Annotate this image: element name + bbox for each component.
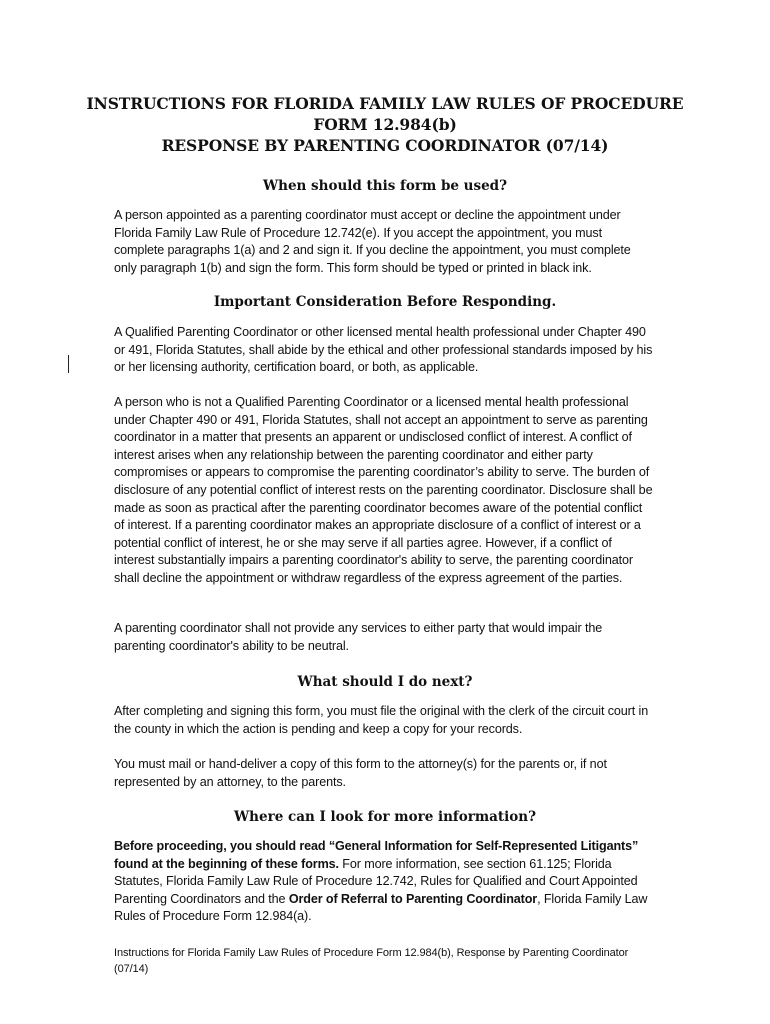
heading-more-info: Where can I look for more information?	[234, 809, 536, 825]
title-line-1: INSTRUCTIONS FOR FLORIDA FAMILY LAW RULES OF PROCEDURE	[86, 94, 684, 113]
paragraph-important-2: A person who is not a Qualified Parenting Coordinator or a licensed mental health professional under Chapter 490 or 491, Florida Statutes, shall not accept an appointment to serve as parenting coordinator in a matter that presents an apparent or undisclosed conflict of interest. A conflict of interest arises when any relationship between the parenting coordinator and either party compromises or appears to compromise the parenting coordinator’s ability to serve. The burden of disclosure of any potential conflict of interest rests on the parenting coordinator. Disclosure shall be made as soon as practical after the parenting coordinator becomes aware of the potential conflict of interest. If a parenting coordinator makes an appropriate disclosure of a conflict of interest or a potential conflict of interest, he or she may serve if all parties agree. However, if a conflict of interest substantially impairs a parenting coordinator's ability to serve, the parenting coordinator shall decline the appointment or withdraw regardless of the express agreement of the parties.	[114, 395, 653, 585]
paragraph-important-3: A parenting coordinator shall not provide any services to either party that would impair the parenting coordinator's ability to be neutral.	[114, 621, 603, 653]
more-info-bold-order: Order of Referral to Parenting Coordinator	[288, 891, 538, 906]
more-info-bold-intro: Before proceeding, you should read “General Information for Self-Represented Litigants” found at the beginning of these forms.	[114, 839, 639, 871]
more-info-text-end: , Florida Family Law Rules of Procedure Form 12.984(a).	[114, 891, 648, 924]
title-line-2: FORM 12.984(b)	[313, 115, 457, 134]
paragraph-more-info	[114, 838, 654, 926]
document-title	[80, 93, 690, 156]
more-info-text-middle: For more information, see section 61.125; Florida Statutes, Florida Family Law Rule of Procedure 12.742, Rules for Qualified and Court Appointed Parenting Coordinators and the	[114, 856, 638, 906]
paragraph-important-1: A Qualified Parenting Coordinator or other licensed mental health professional under Chapter 490 or 491, Florida Statutes, shall abide by the ethical and other professional standards imposed by his or her licensing authority, certification board, or both, as applicable.	[114, 325, 653, 375]
revision-bar	[68, 355, 69, 373]
page-footer: Instructions for Florida Family Law Rules of Procedure Form 12.984(b), Response by Parenting Coordinator (07/14)	[114, 947, 629, 975]
title-line-3: RESPONSE BY PARENTING COORDINATOR (07/14)	[161, 136, 609, 155]
paragraph-when-used: A person appointed as a parenting coordinator must accept or decline the appointment under Florida Family Law Rule of Procedure 12.742(e). If you accept the appointment, you must complete paragraphs 1(a) and 2 and sign it. If you decline the appointment, you must complete only paragraph 1(b) and sign the form. This form should be typed or printed in black ink.	[114, 208, 631, 275]
paragraph-next-2: You must mail or hand-deliver a copy of this form to the attorney(s) for the parents or, if not represented by an attorney, to the parents.	[114, 757, 607, 789]
heading-important-consideration: Important Consideration Before Responding.	[213, 294, 557, 310]
heading-when-used: When should this form be used?	[262, 178, 508, 194]
paragraph-next-1: After completing and signing this form, you must file the original with the clerk of the circuit court in the county in which the action is pending and keep a copy for your records.	[114, 704, 649, 736]
heading-what-next: What should I do next?	[297, 674, 473, 690]
